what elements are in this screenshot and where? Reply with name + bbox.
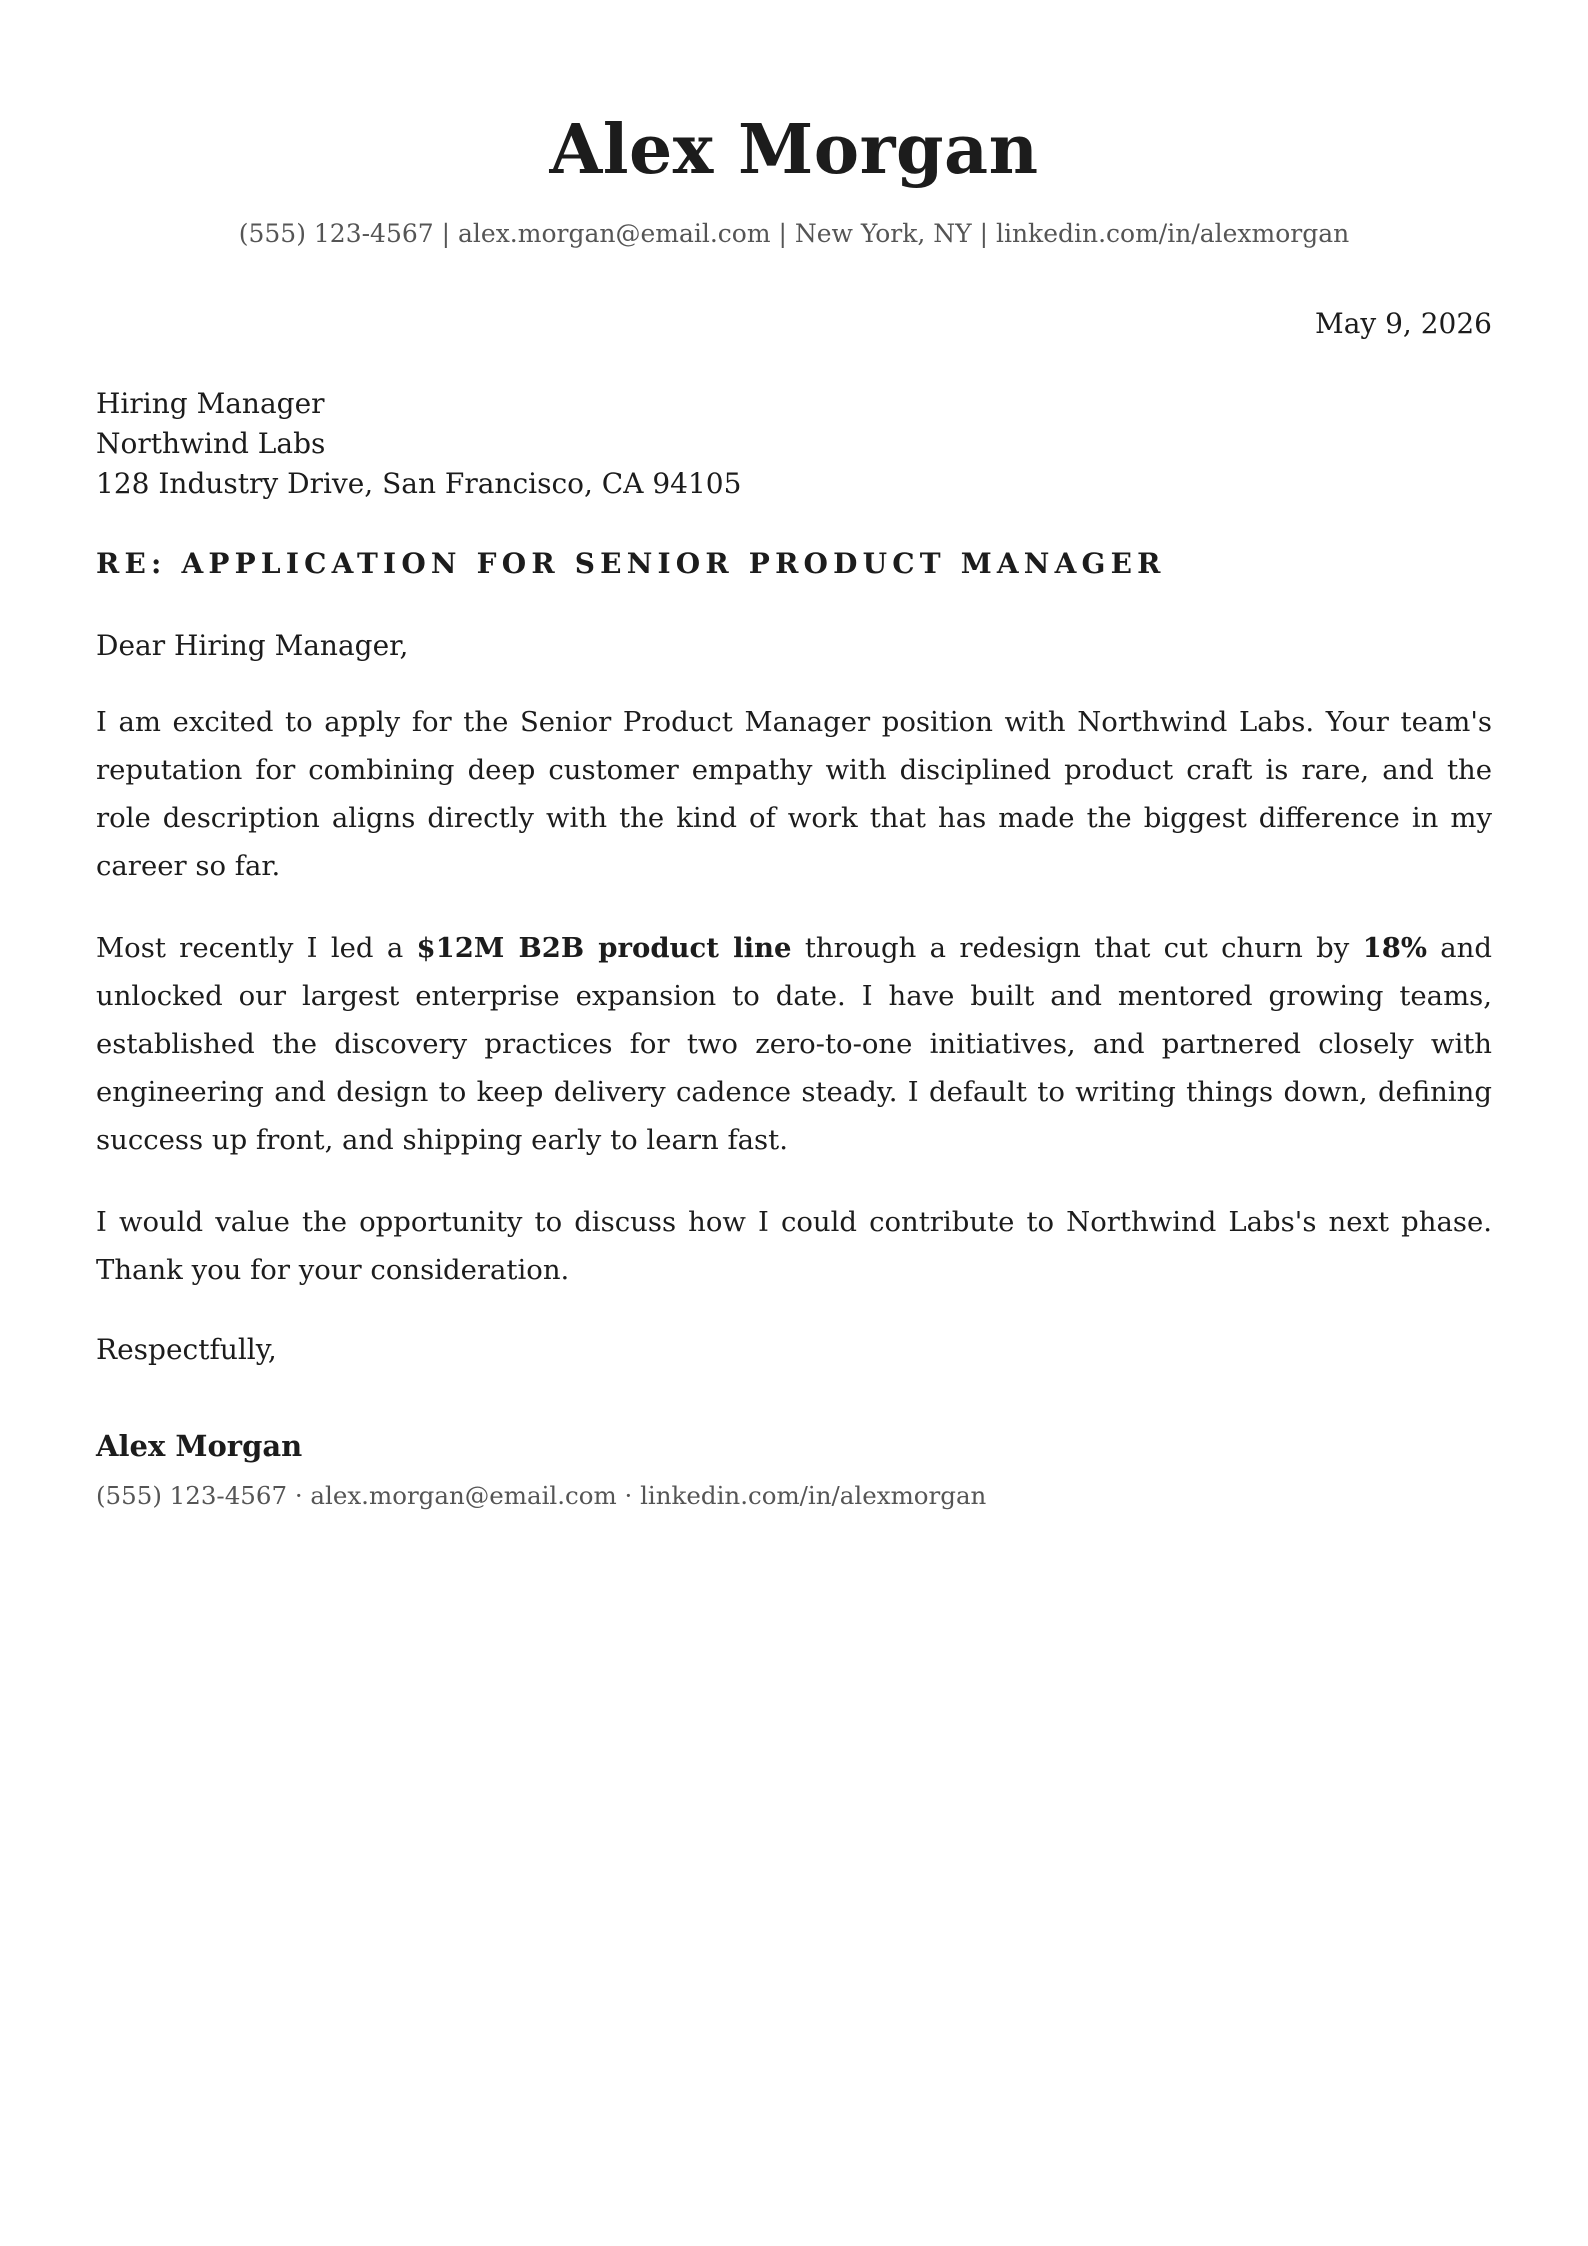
recipient-company: Northwind Labs [96, 427, 326, 460]
header-contact-line: (555) 123-4567 | alex.morgan@email.com | New York, NY | linkedin.com/in/alexmorgan [238, 219, 1350, 248]
recipient-title: Hiring Manager [96, 387, 325, 420]
subject-line: RE: APPLICATION FOR SENIOR PRODUCT MANAGER [96, 547, 1166, 580]
applicant-name-heading: Alex Morgan [549, 110, 1039, 190]
experience-text-3: and unlocked our largest enterprise expansion to date. I have built and mentored growing teams, established the discovery practices for two zero-to-one initiatives, and partnered closely with engineering and design to keep delivery cadence steady. I default to writing things down, defining success up front, and shipping early to learn fast. [96, 932, 1492, 1156]
recipient-address: 128 Industry Drive, San Francisco, CA 94105 [96, 467, 742, 500]
experience-text-2: through a redesign that cut churn by [791, 932, 1363, 964]
signature-contact-line: (555) 123-4567 · alex.morgan@email.com · linkedin.com/in/alexmorgan [96, 1481, 987, 1510]
highlight-product-line: $12M B2B product line [416, 932, 792, 964]
highlight-churn-reduction: 18% [1362, 932, 1427, 964]
body-paragraph-closing: I would value the opportunity to discuss how I could contribute to Northwind Labs's next phase. Thank you for your consideration. [96, 1206, 1492, 1286]
experience-text-1: Most recently I led a [96, 932, 417, 964]
body-paragraph-experience [96, 924, 1492, 1164]
recipient-block [96, 384, 1492, 504]
signature-name: Alex Morgan [96, 1429, 303, 1463]
letter-date: May 9, 2026 [1315, 307, 1492, 340]
closing-phrase: Respectfully, [96, 1333, 277, 1366]
body-paragraph-intro: I am excited to apply for the Senior Product Manager position with Northwind Labs. Your team's reputation for combining deep customer empathy with disciplined product craft is rare, and the role description aligns directly with the kind of work that has made the biggest difference in my career so far. [96, 706, 1492, 882]
salutation: Dear Hiring Manager, [96, 629, 409, 662]
